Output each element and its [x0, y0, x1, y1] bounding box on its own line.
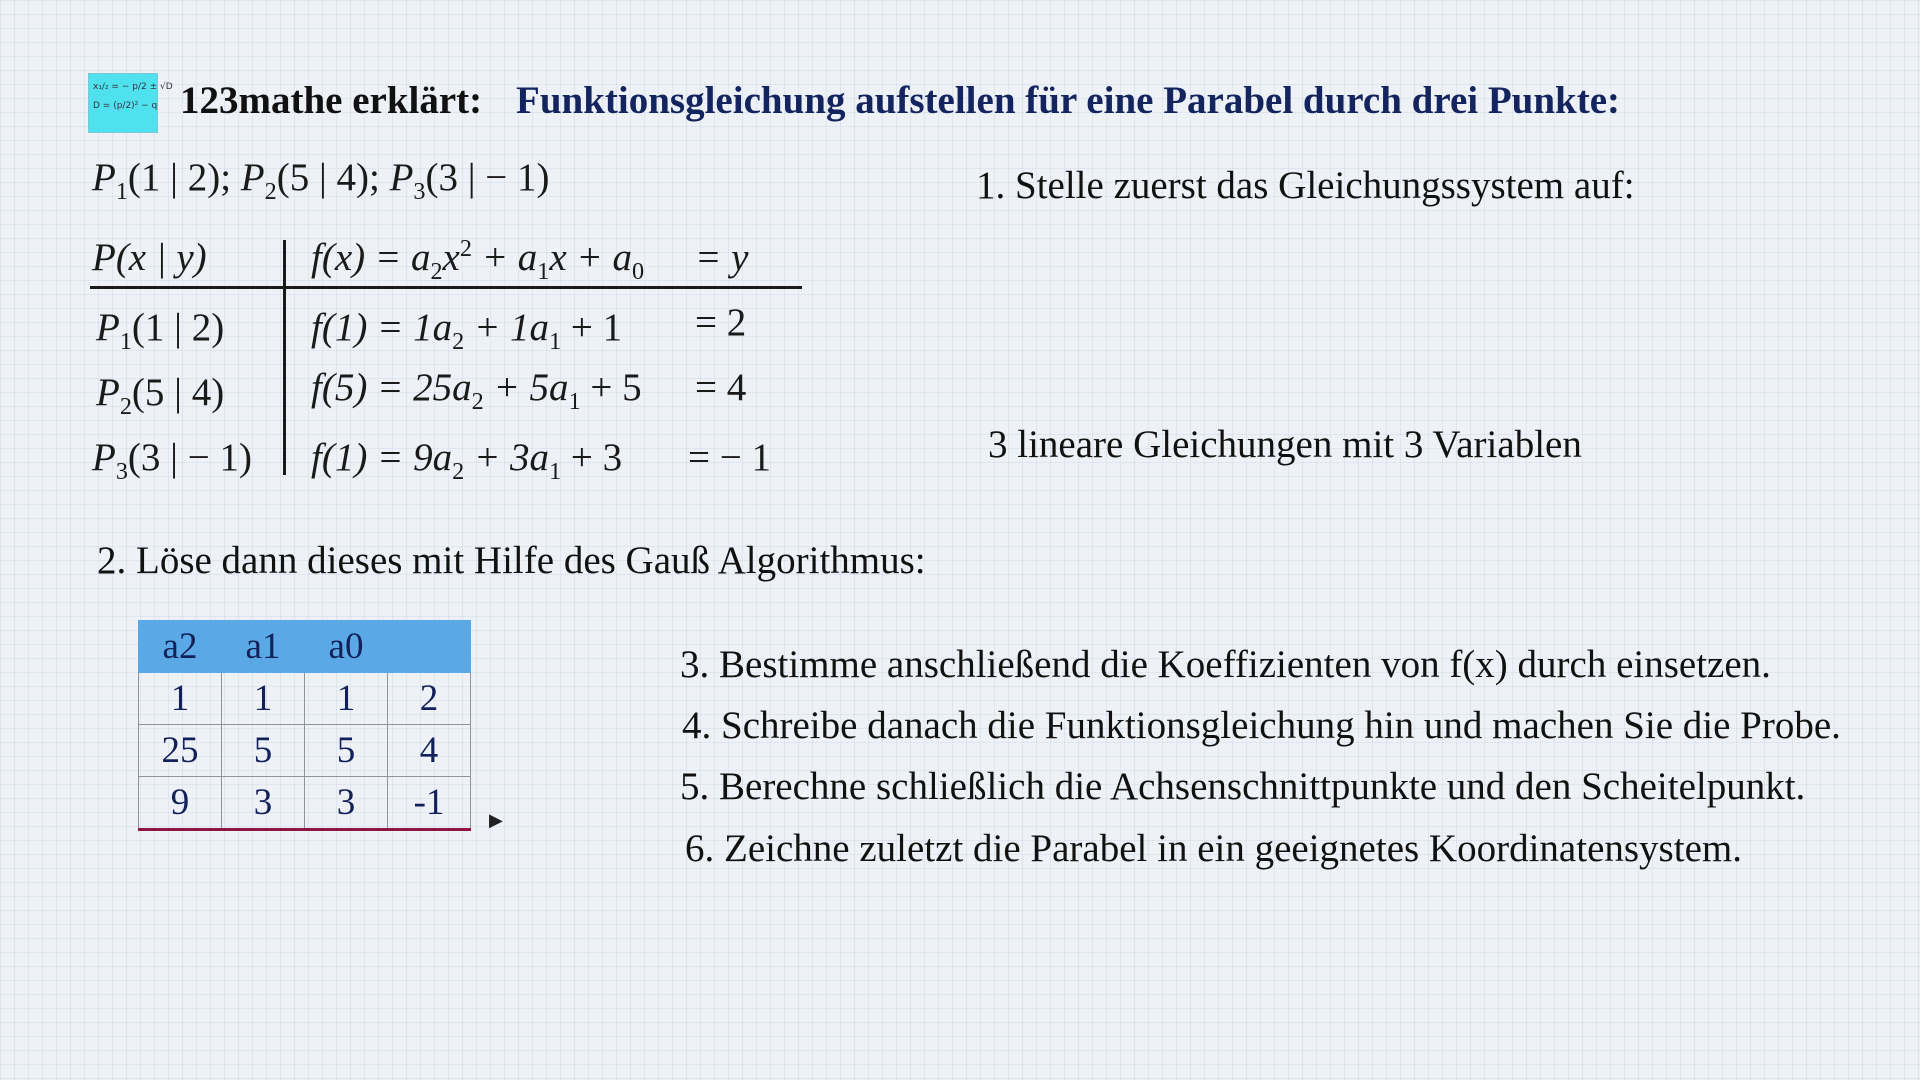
- eq-row-2-s2: 1: [568, 387, 581, 415]
- step-3: 3. Bestimme anschließend die Koeffizienten von f(x) durch einsetzen.: [680, 643, 1771, 686]
- eq-row-2-mid: + 5a: [483, 366, 569, 409]
- eq-row-2-p-sub: 2: [119, 392, 132, 420]
- title-prefix: 123mathe erklärt:: [180, 79, 483, 122]
- table-row: [139, 673, 471, 725]
- p2-coords: (5 | 4);: [276, 156, 390, 199]
- step-2: 2. Löse dann dieses mit Hilfe des Gauß Algorithmus:: [97, 539, 926, 582]
- eq-row-2-s1: 2: [471, 387, 484, 415]
- step-4: 4. Schreibe danach die Funktionsgleichung hin und machen Sie die Probe.: [682, 704, 1841, 747]
- table-cell: 25: [139, 725, 222, 777]
- eq-row-3-s2: 1: [549, 457, 562, 485]
- p3-sub: 3: [413, 177, 426, 205]
- eq-row-3-p: P: [92, 436, 116, 479]
- eq-row-1-equation: [311, 305, 622, 356]
- eq-row-1-s1: 2: [452, 327, 465, 355]
- eq-header-x: x: [442, 236, 460, 279]
- logo-line-1: x₁/₂ = − p/2 ± √D: [93, 82, 173, 92]
- step-5: 5. Berechne schließlich die Achsenschnittpunkte und den Scheitelpunkt.: [680, 765, 1806, 808]
- table-divider-vertical: [283, 240, 286, 475]
- page-title: Funktionsgleichung aufstellen für eine Parabel durch drei Punkte:: [516, 79, 1621, 122]
- eq-header-func: f(x) = a: [311, 236, 431, 279]
- eq-header-mid2: x + a: [549, 236, 632, 279]
- table-header-cell: a2: [139, 621, 222, 673]
- eq-header-point: P(x | y): [92, 236, 207, 279]
- table-cell: 5: [222, 725, 305, 777]
- eq-row-1-coords: (1 | 2): [131, 306, 225, 349]
- eq-row-1-s2: 1: [549, 327, 562, 355]
- table-cell: 1: [305, 673, 388, 725]
- eq-row-3-point: [92, 435, 252, 486]
- table-header-cell: [388, 621, 471, 673]
- eq-row-1-p: P: [96, 306, 120, 349]
- eq-row-2-lhs: f(5) = 25a: [311, 366, 472, 409]
- table-cell: 3: [305, 777, 388, 830]
- eq-row-1-point: [96, 305, 224, 356]
- eq-row-3-lhs: f(1) = 9a: [311, 436, 453, 479]
- eq-row-3-coords: (3 | − 1): [127, 436, 252, 479]
- p2-sub: 2: [264, 177, 277, 205]
- gauss-matrix-table: [138, 620, 471, 831]
- p1-sub: 1: [115, 177, 128, 205]
- eq-header-mid: + a: [471, 236, 538, 279]
- table-cell: 3: [222, 777, 305, 830]
- eq-row-3-equation: [311, 435, 622, 486]
- eq-header-sup: 2: [459, 235, 472, 262]
- eq-row-2-coords: (5 | 4): [131, 371, 225, 414]
- table-cell: 1: [139, 673, 222, 725]
- eq-header-sub-1: 2: [430, 257, 443, 285]
- eq-row-1-lhs: f(1) = 1a: [311, 306, 453, 349]
- eq-row-3-mid: + 3a: [464, 436, 550, 479]
- p1-coords: (1 | 2);: [127, 156, 241, 199]
- eq-row-2-point: [96, 370, 224, 421]
- step-6: 6. Zeichne zuletzt die Parabel in ein geeignetes Koordinatensystem.: [685, 827, 1742, 870]
- eq-row-2-equation: [311, 365, 642, 416]
- p3-coords: (3 | − 1): [425, 156, 550, 199]
- logo-line-2: D = (p/2)² − q: [93, 101, 158, 112]
- linear-note: 3 lineare Gleichungen mit 3 Variablen: [988, 423, 1582, 466]
- eq-header-rhs: = y: [695, 236, 749, 279]
- table-header-cell: a0: [305, 621, 388, 673]
- points-line: $P_1(1$ | 2); $P_2(5$ | 4); $P_3(3$ | − 1): [92, 156, 550, 205]
- eq-row-3-rhs: = − 1: [688, 436, 771, 479]
- eq-row-1-end: + 1: [561, 306, 623, 349]
- table-cell: 5: [305, 725, 388, 777]
- table-divider-horizontal: [90, 286, 802, 289]
- eq-row-1-mid: + 1a: [464, 306, 550, 349]
- table-row: [139, 725, 471, 777]
- eq-header-sub-2: 1: [537, 257, 550, 285]
- eq-header-function: [311, 235, 644, 286]
- eq-row-3-s1: 2: [452, 457, 465, 485]
- mouse-cursor-icon: ▶: [489, 810, 503, 831]
- table-header-row: [139, 621, 471, 673]
- eq-row-1-p-sub: 1: [119, 327, 132, 355]
- eq-row-2-end: + 5: [580, 366, 642, 409]
- eq-row-3-p-sub: 3: [115, 457, 128, 485]
- table-cell: -1: [388, 777, 471, 830]
- eq-row-1-rhs: = 2: [695, 301, 747, 344]
- table-cell: 9: [139, 777, 222, 830]
- step-1: 1. Stelle zuerst das Gleichungssystem auf:: [976, 164, 1635, 207]
- eq-row-2-rhs: = 4: [695, 366, 747, 409]
- table-cell: 1: [222, 673, 305, 725]
- table-row: [139, 777, 471, 830]
- logo-formula-icon: [88, 73, 173, 133]
- table-header-cell: a1: [222, 621, 305, 673]
- eq-row-3-end: + 3: [561, 436, 623, 479]
- eq-header-sub-3: 0: [632, 257, 645, 285]
- table-cell: 4: [388, 725, 471, 777]
- table-cell: 2: [388, 673, 471, 725]
- eq-row-2-p: P: [96, 371, 120, 414]
